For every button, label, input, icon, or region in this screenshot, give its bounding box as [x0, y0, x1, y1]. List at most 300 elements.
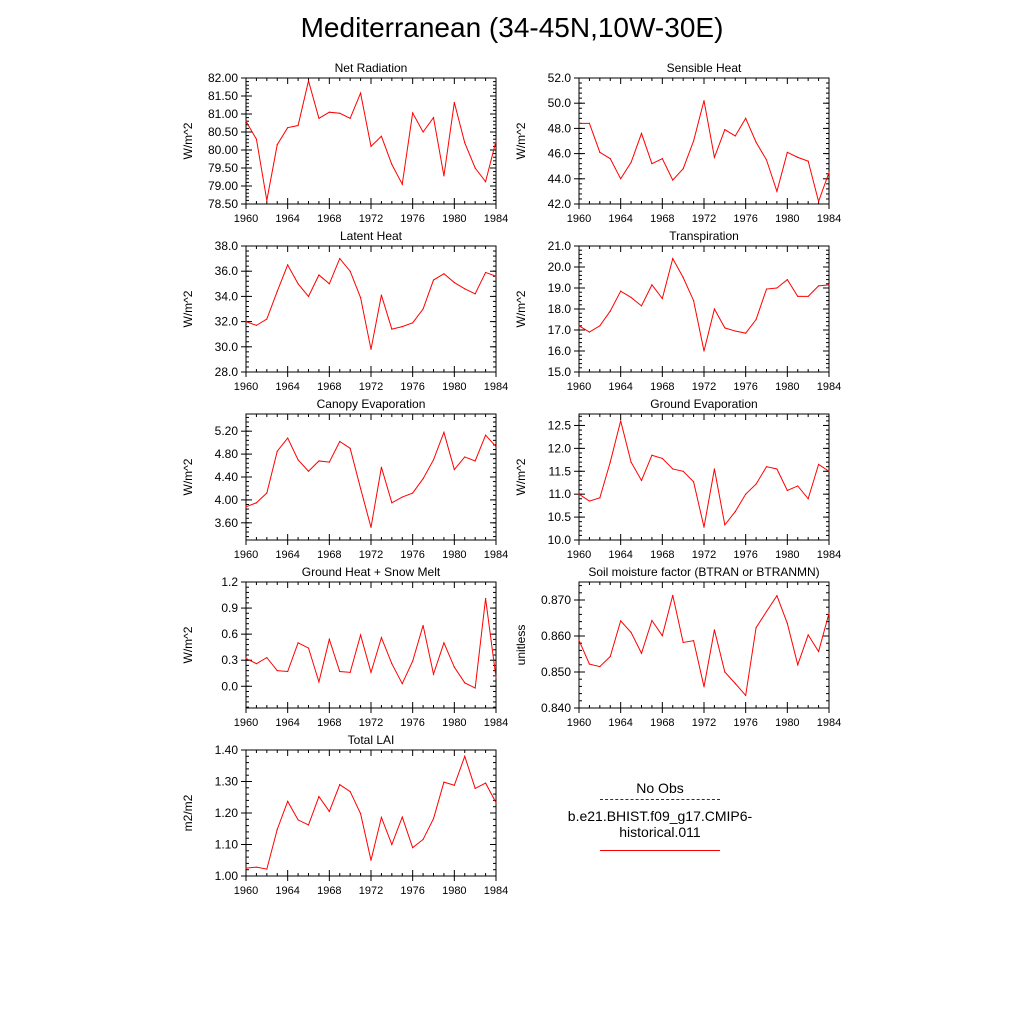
x-tick-label: 1968 [650, 213, 675, 225]
data-point [620, 178, 621, 179]
data-point [651, 163, 652, 164]
x-tick-label: 1960 [566, 213, 592, 225]
y-tick-label: 42.0 [547, 197, 571, 211]
y-tick-label: 0.0 [221, 679, 238, 694]
x-tick-label: 1980 [442, 885, 467, 897]
y-axis-label: W/m^2 [181, 122, 195, 160]
data-point [266, 657, 267, 658]
plot-frame [246, 582, 496, 708]
data-point [828, 471, 829, 472]
data-point [495, 677, 496, 678]
data-point [422, 478, 423, 479]
data-point [277, 670, 278, 671]
x-tick-label: 1976 [400, 717, 425, 729]
panel-2 [181, 229, 508, 393]
y-tick-label: 11.5 [548, 464, 571, 479]
data-point [672, 179, 673, 180]
y-tick-label: 21.0 [547, 239, 571, 253]
y-tick-label: 1.2 [221, 575, 238, 589]
data-point [578, 325, 579, 326]
data-point [495, 140, 496, 141]
data-point [287, 437, 288, 438]
data-point [651, 620, 652, 621]
data-point [360, 93, 361, 94]
data-point [443, 642, 444, 643]
data-point [454, 282, 455, 283]
y-tick-label: 78.50 [207, 197, 238, 211]
data-point [266, 492, 267, 493]
x-tick-label: 1964 [608, 381, 633, 393]
data-point [412, 660, 413, 661]
y-tick-label: 0.860 [540, 629, 571, 643]
x-tick-label: 1984 [816, 381, 842, 393]
panel-3 [514, 229, 841, 393]
data-point [433, 279, 434, 280]
y-tick-label: 1.10 [214, 837, 238, 852]
x-tick-label: 1964 [608, 213, 633, 225]
data-point [818, 201, 819, 202]
y-tick-label: 5.20 [214, 424, 238, 439]
y-tick-label: 12.5 [547, 418, 571, 433]
data-point [256, 663, 257, 664]
data-point [370, 349, 371, 350]
y-tick-label: 81.50 [207, 89, 238, 103]
x-tick-label: 1984 [483, 381, 509, 393]
data-point [370, 527, 371, 528]
series-line [246, 756, 496, 869]
x-tick-label: 1964 [608, 549, 633, 561]
x-tick-label: 1976 [400, 381, 425, 393]
data-point [745, 695, 746, 696]
data-point [443, 782, 444, 783]
data-point [475, 687, 476, 688]
y-tick-label: 34.0 [214, 289, 238, 304]
data-point [787, 623, 788, 624]
data-point [797, 485, 798, 486]
x-tick-label: 1972 [691, 549, 717, 561]
y-tick-label: 0.3 [221, 653, 238, 668]
y-tick-label: 38.0 [214, 239, 238, 253]
plot-frame [246, 246, 496, 372]
x-tick-label: 1960 [566, 717, 592, 729]
data-point [256, 325, 257, 326]
data-point [578, 123, 579, 124]
data-point [422, 625, 423, 626]
y-tick-label: 46.0 [547, 146, 571, 161]
panel-title: Total LAI [347, 733, 395, 747]
data-point [464, 682, 465, 683]
data-point [495, 446, 496, 447]
data-point [339, 113, 340, 114]
data-point [485, 782, 486, 783]
data-point [808, 296, 809, 297]
x-tick-label: 1964 [275, 213, 300, 225]
data-point [485, 435, 486, 436]
x-tick-label: 1972 [691, 717, 717, 729]
data-point [245, 506, 246, 507]
data-point [599, 497, 600, 498]
data-point [610, 656, 611, 657]
x-tick-label: 1964 [608, 717, 633, 729]
data-point [287, 264, 288, 265]
data-point [672, 595, 673, 596]
y-tick-label: 80.00 [207, 143, 238, 157]
y-tick-label: 11.0 [548, 487, 571, 502]
data-point [683, 642, 684, 643]
data-point [599, 666, 600, 667]
panel-1 [514, 61, 841, 225]
x-tick-label: 1960 [566, 549, 592, 561]
y-axis-label: m2/m2 [181, 794, 195, 832]
data-point [610, 311, 611, 312]
data-point [402, 816, 403, 817]
data-point [381, 136, 382, 137]
data-point [402, 683, 403, 684]
panel-4 [181, 397, 508, 561]
data-point [641, 133, 642, 134]
y-tick-label: 36.0 [214, 264, 238, 279]
x-tick-label: 1984 [483, 717, 509, 729]
data-point [630, 297, 631, 298]
legend-obs-line [600, 799, 720, 800]
data-point [350, 672, 351, 673]
data-point [381, 467, 382, 468]
data-point [433, 459, 434, 460]
y-axis-label: W/m^2 [181, 458, 195, 496]
data-point [454, 785, 455, 786]
x-tick-label: 1964 [275, 717, 300, 729]
data-point [287, 671, 288, 672]
x-tick-label: 1984 [816, 213, 842, 225]
data-point [662, 458, 663, 459]
y-tick-label: 0.6 [221, 627, 238, 642]
data-point [245, 121, 246, 122]
data-point [402, 184, 403, 185]
data-point [422, 839, 423, 840]
data-point [662, 298, 663, 299]
x-tick-label: 1976 [400, 885, 425, 897]
x-tick-label: 1960 [233, 885, 259, 897]
x-tick-label: 1976 [400, 213, 425, 225]
x-tick-label: 1960 [233, 717, 259, 729]
data-point [672, 468, 673, 469]
data-point [308, 471, 309, 472]
y-axis-label: unitless [514, 624, 528, 666]
data-point [475, 460, 476, 461]
data-point [329, 462, 330, 463]
data-point [808, 634, 809, 635]
legend-case-line [600, 850, 720, 851]
data-point [277, 829, 278, 830]
y-axis-label: W/m^2 [181, 290, 195, 328]
data-point [370, 672, 371, 673]
data-point [755, 319, 756, 320]
x-tick-label: 1972 [691, 213, 717, 225]
series-line [579, 259, 829, 351]
x-tick-label: 1964 [275, 885, 300, 897]
data-point [412, 322, 413, 323]
x-tick-label: 1968 [317, 885, 342, 897]
data-point [443, 432, 444, 433]
data-point [277, 291, 278, 292]
x-tick-label: 1972 [358, 717, 384, 729]
data-point [266, 318, 267, 319]
y-tick-label: 10.0 [547, 533, 571, 547]
data-point [381, 295, 382, 296]
x-tick-label: 1972 [358, 213, 384, 225]
y-tick-label: 79.50 [207, 161, 238, 175]
x-tick-label: 1968 [317, 381, 342, 393]
x-tick-label: 1972 [358, 885, 384, 897]
data-point [318, 274, 319, 275]
data-point [360, 813, 361, 814]
plot-frame [579, 582, 829, 708]
x-tick-label: 1964 [275, 381, 300, 393]
series-line [579, 595, 829, 695]
data-point [683, 168, 684, 169]
data-point [329, 112, 330, 113]
data-point [766, 159, 767, 160]
data-point [714, 629, 715, 630]
x-tick-label: 1980 [442, 213, 467, 225]
x-tick-label: 1980 [442, 549, 467, 561]
data-point [308, 296, 309, 297]
panel-title: Sensible Heat [666, 61, 742, 75]
data-point [402, 326, 403, 327]
page-title: Mediterranean (34-45N,10W-30E) [300, 12, 724, 43]
data-point [589, 500, 590, 501]
data-point [776, 595, 777, 596]
data-point [578, 640, 579, 641]
y-tick-label: 1.40 [214, 743, 238, 757]
series-line [579, 421, 829, 527]
data-point [755, 142, 756, 143]
x-tick-label: 1984 [483, 549, 509, 561]
data-point [329, 811, 330, 812]
data-point [360, 634, 361, 635]
data-point [464, 142, 465, 143]
x-tick-label: 1984 [816, 549, 842, 561]
x-tick-label: 1964 [275, 549, 300, 561]
data-point [350, 271, 351, 272]
y-tick-label: 19.0 [547, 281, 571, 295]
data-point [787, 152, 788, 153]
data-point [735, 683, 736, 684]
data-point [818, 464, 819, 465]
data-point [391, 502, 392, 503]
data-point [641, 653, 642, 654]
y-tick-label: 20.0 [547, 260, 571, 274]
data-point [266, 200, 267, 201]
y-tick-label: 48.0 [547, 121, 571, 136]
data-point [724, 671, 725, 672]
x-tick-label: 1960 [233, 381, 259, 393]
data-point [433, 674, 434, 675]
y-tick-label: 82.00 [207, 71, 238, 85]
y-tick-label: 12.0 [547, 441, 571, 456]
data-point [277, 451, 278, 452]
data-point [578, 494, 579, 495]
data-point [287, 801, 288, 802]
data-point [350, 791, 351, 792]
legend-case-label: b.e21.BHIST.f09_g17.CMIP6-historical.011 [567, 808, 753, 840]
data-point [599, 152, 600, 153]
panel-6 [181, 565, 508, 729]
y-tick-label: 79.00 [207, 179, 238, 193]
data-point [693, 300, 694, 301]
data-point [318, 460, 319, 461]
series-line [246, 81, 496, 201]
y-tick-label: 0.870 [540, 593, 571, 607]
data-point [318, 796, 319, 797]
data-point [454, 667, 455, 668]
y-tick-label: 52.0 [547, 71, 571, 85]
data-point [766, 611, 767, 612]
x-tick-label: 1968 [317, 213, 342, 225]
data-point [818, 651, 819, 652]
data-point [464, 288, 465, 289]
y-tick-label: 10.5 [547, 510, 571, 525]
plot-frame [579, 78, 829, 204]
x-tick-label: 1968 [650, 381, 675, 393]
series-line [579, 101, 829, 202]
panel-8 [181, 733, 508, 897]
x-tick-label: 1980 [775, 381, 800, 393]
data-point [724, 129, 725, 130]
data-point [485, 181, 486, 182]
y-axis-label: W/m^2 [514, 458, 528, 496]
data-point [402, 496, 403, 497]
data-point [610, 462, 611, 463]
data-point [381, 817, 382, 818]
data-point [797, 664, 798, 665]
y-tick-label: 0.850 [540, 665, 571, 679]
data-point [412, 492, 413, 493]
data-point [297, 819, 298, 820]
panel-7 [514, 565, 841, 729]
data-point [797, 296, 798, 297]
data-point [620, 620, 621, 621]
plot-frame [579, 246, 829, 372]
x-tick-label: 1980 [775, 549, 800, 561]
data-point [651, 455, 652, 456]
x-tick-label: 1984 [483, 885, 509, 897]
y-tick-label: 50.0 [547, 96, 571, 111]
data-point [475, 788, 476, 789]
x-tick-label: 1960 [233, 549, 259, 561]
data-point [745, 333, 746, 334]
data-point [828, 284, 829, 285]
y-tick-label: 4.40 [214, 470, 238, 484]
data-point [630, 632, 631, 633]
data-point [256, 139, 257, 140]
x-tick-label: 1976 [733, 213, 758, 225]
data-point [818, 285, 819, 286]
y-tick-label: 18.0 [547, 302, 571, 316]
data-point [703, 350, 704, 351]
data-point [391, 164, 392, 165]
panel-title: Soil moisture factor (BTRAN or BTRANMN) [588, 565, 820, 579]
panel-title: Latent Heat [339, 229, 403, 243]
data-point [287, 127, 288, 128]
data-point [308, 647, 309, 648]
data-point [433, 117, 434, 118]
data-point [339, 784, 340, 785]
data-point [589, 332, 590, 333]
y-tick-label: 3.60 [214, 515, 238, 530]
data-point [641, 480, 642, 481]
data-point [485, 598, 486, 599]
data-point [318, 681, 319, 682]
data-point [329, 639, 330, 640]
data-point [308, 824, 309, 825]
data-point [297, 642, 298, 643]
data-point [589, 663, 590, 664]
x-tick-label: 1976 [733, 381, 758, 393]
data-point [714, 308, 715, 309]
data-point [297, 459, 298, 460]
data-point [589, 123, 590, 124]
data-point [651, 284, 652, 285]
data-point [339, 258, 340, 259]
data-point [412, 112, 413, 113]
x-tick-label: 1980 [775, 213, 800, 225]
data-point [610, 158, 611, 159]
y-tick-label: 44.0 [547, 171, 571, 186]
data-point [703, 686, 704, 687]
data-point [245, 868, 246, 869]
data-point [433, 818, 434, 819]
y-tick-label: 32.0 [214, 314, 238, 329]
data-point [381, 637, 382, 638]
data-point [297, 283, 298, 284]
data-point [755, 484, 756, 485]
data-point [808, 161, 809, 162]
data-point [714, 157, 715, 158]
x-tick-label: 1976 [733, 717, 758, 729]
x-tick-label: 1968 [317, 549, 342, 561]
x-tick-label: 1972 [691, 381, 717, 393]
data-point [391, 844, 392, 845]
data-point [350, 448, 351, 449]
data-point [350, 118, 351, 119]
data-point [745, 118, 746, 119]
data-point [475, 293, 476, 294]
x-tick-label: 1972 [358, 381, 384, 393]
data-point [620, 420, 621, 421]
y-tick-label: 1.20 [214, 806, 238, 820]
data-point [339, 441, 340, 442]
data-point [828, 613, 829, 614]
data-point [422, 131, 423, 132]
data-point [766, 466, 767, 467]
legend [540, 780, 780, 851]
data-point [787, 279, 788, 280]
data-point [662, 635, 663, 636]
data-point [485, 272, 486, 273]
data-point [308, 80, 309, 81]
panel-title: Net Radiation [334, 61, 408, 75]
x-tick-label: 1960 [566, 381, 592, 393]
data-point [443, 273, 444, 274]
panel-5 [514, 397, 841, 561]
x-tick-label: 1980 [442, 381, 467, 393]
data-point [464, 456, 465, 457]
data-point [745, 494, 746, 495]
data-point [599, 325, 600, 326]
y-tick-label: 0.840 [540, 701, 571, 715]
x-tick-label: 1980 [442, 717, 467, 729]
